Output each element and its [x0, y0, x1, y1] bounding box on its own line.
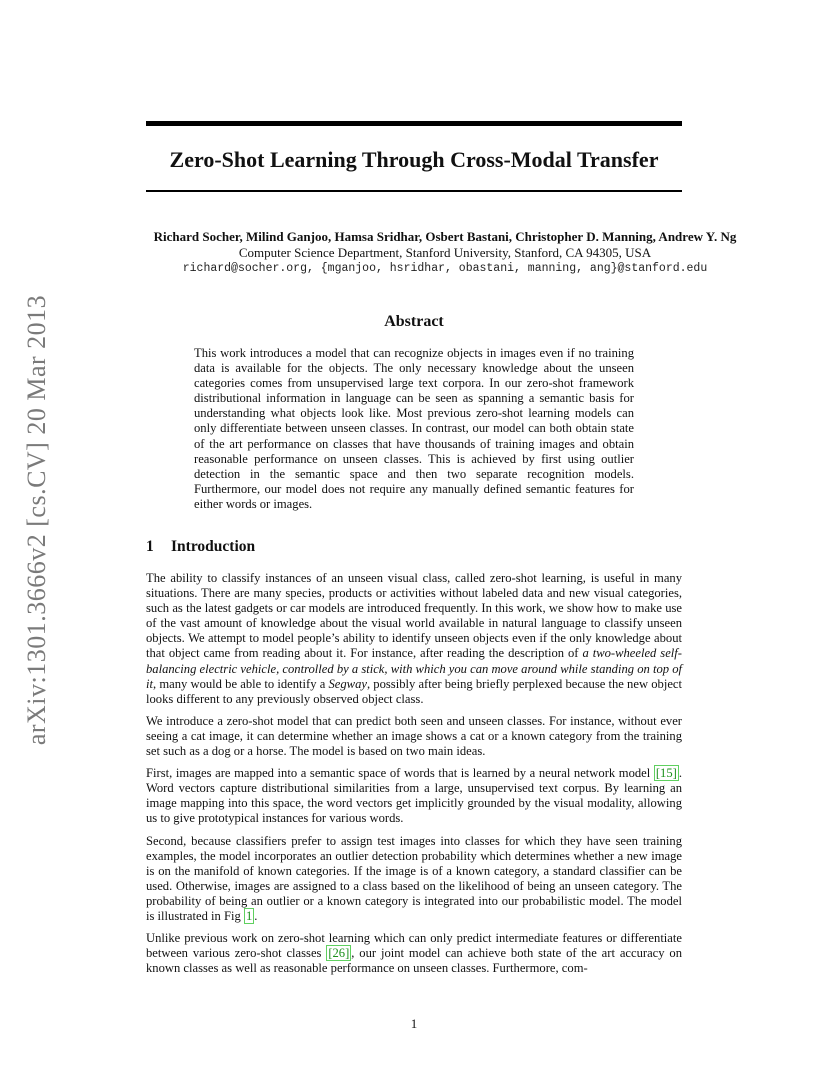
section-title: Introduction	[171, 538, 256, 555]
paragraph	[146, 766, 682, 826]
title-bottom-rule	[146, 190, 682, 192]
page-number: 1	[410, 1016, 418, 1031]
paragraph	[146, 571, 682, 707]
section-body	[146, 571, 682, 983]
arxiv-watermark	[22, 290, 52, 750]
paragraph-text: .	[254, 908, 258, 923]
abstract-heading: Abstract	[384, 313, 444, 330]
author-block	[130, 229, 760, 277]
paragraph-text: , possibly after being briefly perplexed because the new object looks different to any previously observed object class.	[146, 676, 682, 706]
italic-example: a two-wheeled self-balancing electric vehicle, controlled by a stick, with which you can move around while standing on top of it	[146, 646, 682, 691]
paragraph-text: , many would be able to identify a	[153, 676, 329, 691]
abstract-text: This work introduces a model that can recognize objects in images even if no training data is available for the objects. The only necessary knowledge about the unseen categories comes from unsupervised large text corpora. In our zero-shot framework distributional information in language can be seen as spanning a semantic basis for understanding what objects look like. Most previous zero-shot learning models can only differentiate between unseen classes. In contrast, our model can both obtain state of the art performance on classes that have thousands of training images and obtain reasonable performance on unseen classes. This is achieved by first using outlier detection in the semantic space and then two separate recognition models. Furthermore, our model does not require any manually defined semantic features for either words or images.	[194, 346, 634, 511]
paper-title: Zero-Shot Learning Through Cross-Modal Transfer	[169, 147, 659, 172]
paragraph-text: The ability to classify instances of an unseen visual class, called zero-shot learning, is useful in many situations. There are many species, products or activities without labeled data and new visual categories, such as the latest gadgets or car models are introduced frequently. In this work, we show how to make use of the vast amount of knowledge about the visual world available in natural language to classify unseen objects. We attempt to model people’s ability to identify unseen objects even if the only knowledge about that object came from reading about it. For instance, after reading the description of	[146, 571, 682, 661]
author-affiliation: Computer Science Department, Stanford University, Stanford, CA 94305, USA	[238, 245, 652, 260]
italic-term: Segway	[328, 676, 367, 691]
paragraph: We introduce a zero-shot model that can predict both seen and unseen classes. For instance, without ever seeing a cat image, it can determine whether an image shows a cat or a known category from the training set such as a dog or a horse. The model is based on two main ideas.	[146, 713, 682, 759]
citation-link[interactable]: [26]	[328, 946, 350, 961]
paragraph	[146, 931, 682, 976]
paragraph-text: , our joint model can achieve both state of the art accuracy on known classes as well as reasonable performance on unseen classes. Furthermore, com-	[146, 946, 683, 976]
paragraph-text: Second, because classifiers prefer to assign test images into classes for which they have seen training examples, the model incorporates an outlier detection probability which determines whether a new image is on the manifold of known categories. If the image is of a known category, a standard classifier can be used. Otherwise, images are assigned to a class based on the likelihood of being an unseen category. The probability of being an outlier or a known category is integrated into our probabilistic model. The model is illustrated in Fig	[146, 833, 682, 923]
section-number: 1	[146, 538, 154, 555]
paragraph-text: . Word vectors capture distributional similarities from a large, unsupervised text corpus. By learning an image mapping into this space, the word vectors get implicitly grounded by the visual modality, allowing us to give prototypical instances for various words.	[146, 766, 682, 826]
author-names: Richard Socher, Milind Ganjoo, Hamsa Sridhar, Osbert Bastani, Christopher D. Manning, Andrew Y. Ng	[153, 229, 737, 244]
paragraph-text: First, images are mapped into a semantic space of words that is learned by a neural network model	[146, 766, 654, 781]
title-top-rule	[146, 121, 682, 126]
author-emails: richard@socher.org, {mganjoo, hsridhar, obastani, manning, ang}@stanford.edu	[182, 262, 708, 275]
arxiv-watermark-text: arXiv:1301.3666v2 [cs.CV] 20 Mar 2013	[22, 294, 51, 746]
citation-link[interactable]: [15]	[655, 766, 677, 781]
paragraph-text: Unlike previous work on zero-shot learning which can only predict intermediate features or differentiate between various zero-shot classes	[146, 931, 682, 961]
paragraph	[146, 834, 682, 925]
figure-link[interactable]: 1	[245, 908, 253, 923]
section-heading	[146, 538, 255, 556]
